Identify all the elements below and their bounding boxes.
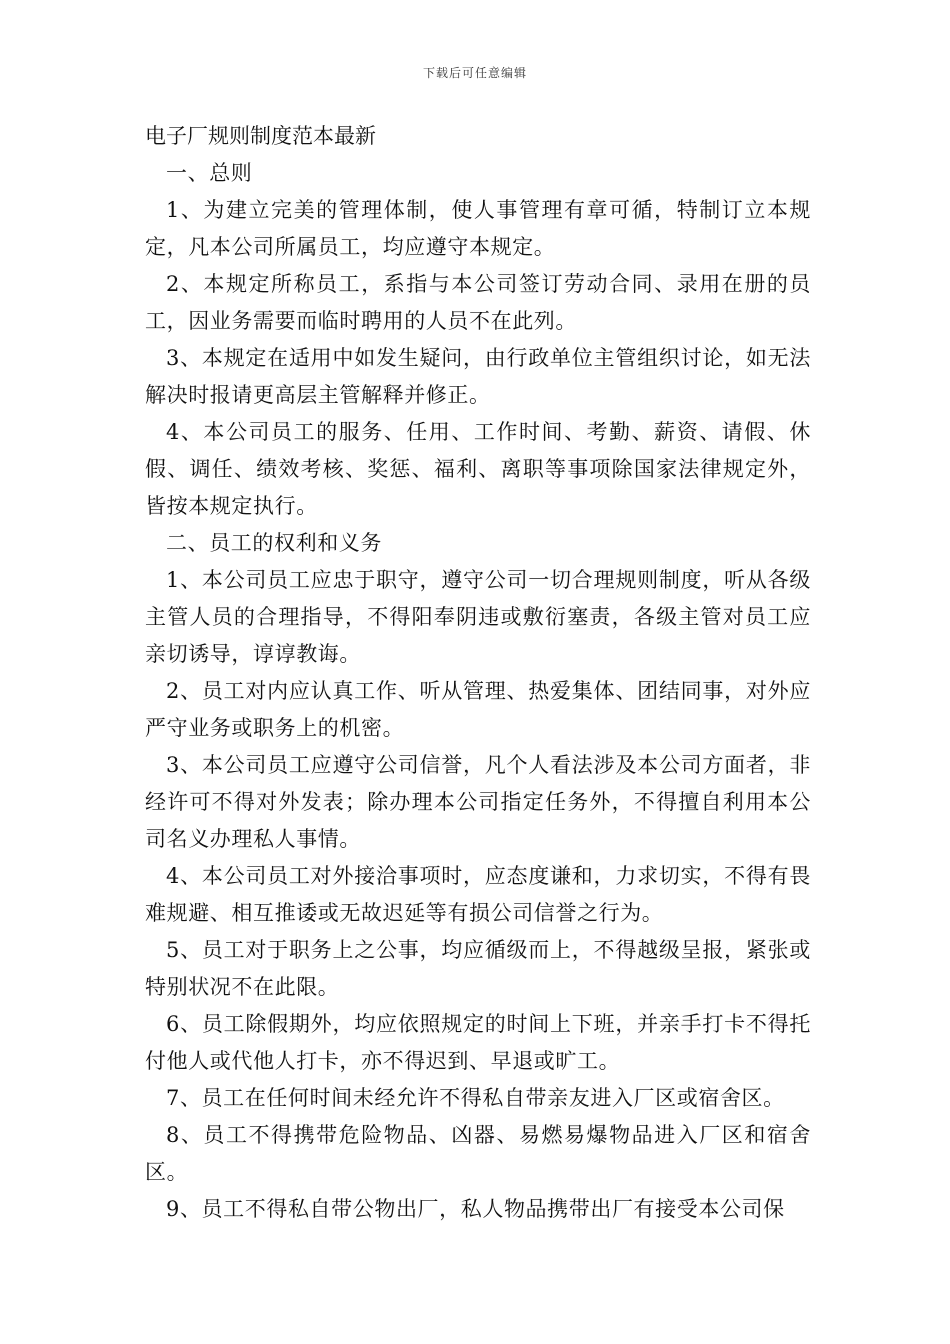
document-title: 电子厂规则制度范本最新 <box>145 124 376 148</box>
paragraph: 8、员工不得携带危险物品、凶器、易燃易爆物品进入厂区和宿舍区。 <box>145 1123 811 1184</box>
document-body <box>145 118 811 1228</box>
section-heading-general: 一、总则 <box>166 161 253 185</box>
paragraph: 5、员工对于职务上之公事，均应循级而上，不得越级呈报，紧张或特别状况不在此限。 <box>145 938 811 999</box>
paragraph: 1、本公司员工应忠于职守，遵守公司一切合理规则制度，听从各级主管人员的合理指导，不得阳奉阴违或敷衍塞责，各级主管对员工应亲切诱导，谆谆教诲。 <box>145 568 811 666</box>
paragraph: 7、员工在任何时间未经允许不得私自带亲友进入厂区或宿舍区。 <box>166 1086 785 1110</box>
paragraph: 3、本规定在适用中如发生疑问，由行政单位主管组织讨论，如无法解决时报请更高层主管解释并修正。 <box>145 346 811 407</box>
paragraph: 6、员工除假期外，均应依照规定的时间上下班，并亲手打卡不得托付他人或代他人打卡，亦不得迟到、早退或旷工。 <box>145 1012 811 1073</box>
page-header: 下载后可任意编辑 <box>422 66 527 80</box>
paragraph: 4、本公司员工的服务、任用、工作时间、考勤、薪资、请假、休假、调任、绩效考核、奖惩、福利、离职等事项除国家法律规定外，皆按本规定执行。 <box>145 420 811 518</box>
paragraph: 2、员工对内应认真工作、听从管理、热爱集体、团结同事，对外应严守业务或职务上的机密。 <box>145 679 811 740</box>
paragraph: 2、本规定所称员工，系指与本公司签订劳动合同、录用在册的员工，因业务需要而临时聘用的人员不在此列。 <box>145 272 811 333</box>
section-heading-rights-duties: 二、员工的权利和义务 <box>166 531 382 555</box>
paragraph: 3、本公司员工应遵守公司信誉，凡个人看法涉及本公司方面者，非经许可不得对外发表；除办理本公司指定任务外，不得擅自利用本公司名义办理私人事情。 <box>145 753 811 851</box>
paragraph: 9、员工不得私自带公物出厂，私人物品携带出厂有接受本公司保 <box>166 1197 785 1221</box>
paragraph: 1、为建立完美的管理体制，使人事管理有章可循，特制订立本规定，凡本公司所属员工，均应遵守本规定。 <box>145 198 811 259</box>
paragraph: 4、本公司员工对外接洽事项时，应态度谦和，力求切实，不得有畏难规避、相互推诿或无故迟延等有损公司信誉之行为。 <box>145 864 811 925</box>
